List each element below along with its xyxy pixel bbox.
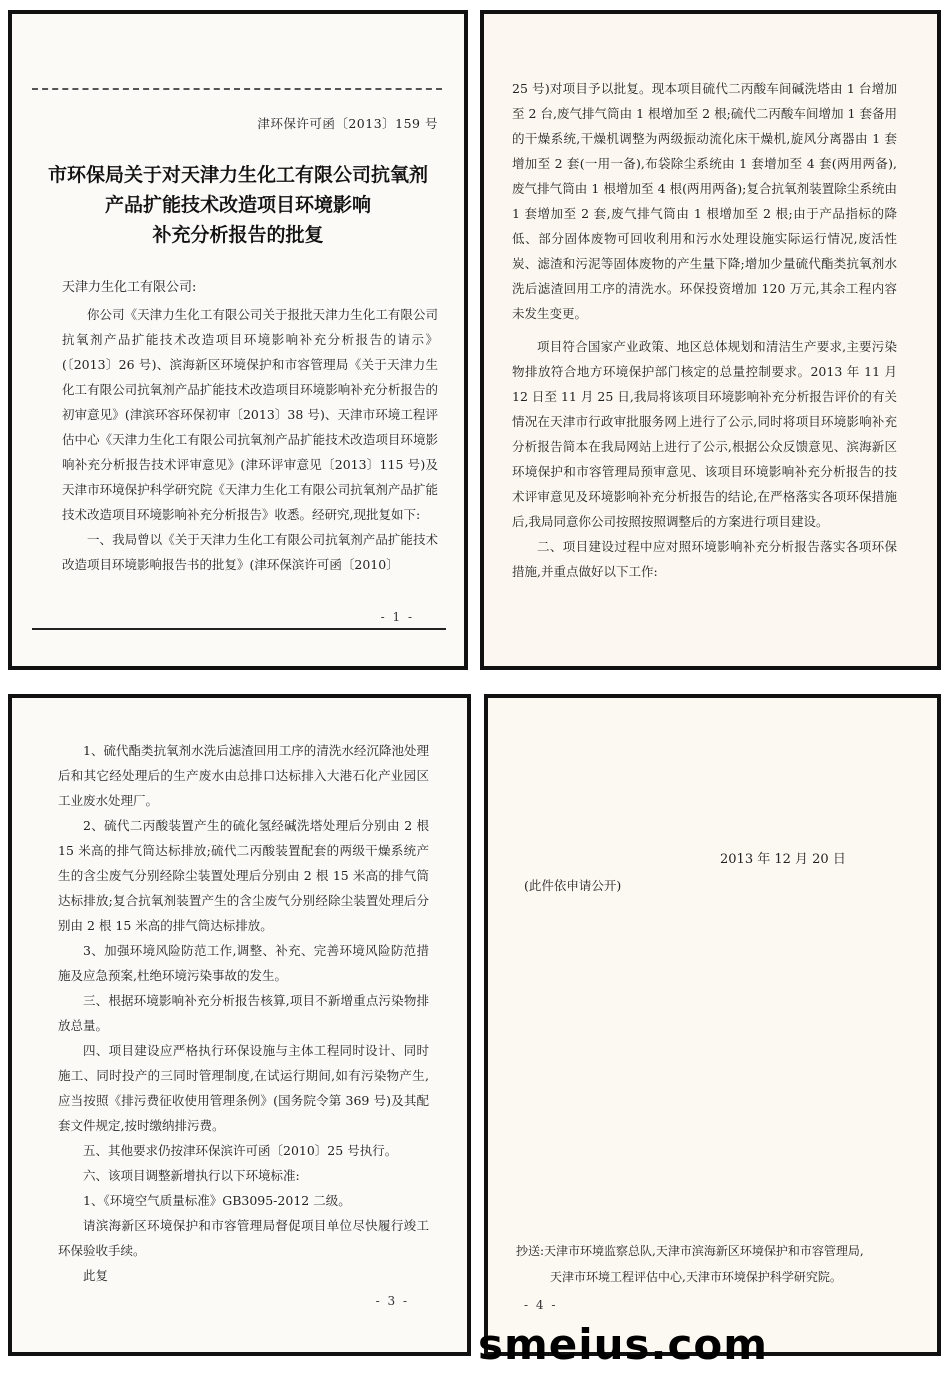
paragraph: 1、硫代酯类抗氧剂水洗后滤渣回用工序的清洗水经沉降池处理后和其它经处理后的生产废水由总排口达标排入大港石化产业园区工业废水处理厂。 bbox=[58, 743, 429, 808]
paragraph: 25 号)对项目予以批复。现本项目硫代二丙酸车间碱洗塔由 1 台增加至 2 台,废气排气筒由 1 根增加至 2 根;硫代二丙酸车间增加 1 套备用的干燥系统,干燥机调整为两级振动流化床干燥机,旋风分离器由 1 套增加至 2 套(一用一备),布袋除尘系统由 1 套增加至 4 套(两用两备),废气排气筒由 1 根增加至 4 根(两用两备);复合抗氧剂装置除尘系统由 1 套增加至 2 套,废气排气筒由 1 根增加至 2 根;由于产品指标的降低、部分固体废物可回收利用和污水处理设施实际运行情况,废活性炭、滤渣和污泥等固体废物的产生量下降;增加少量硫代酯类抗氧剂水洗后滤渣回用工序的清洗水。环保投资增加 120 万元,其余工程内容未发生变更。 bbox=[512, 81, 897, 321]
paragraph: 四、项目建设应严格执行环保设施与主体工程同时设计、同时施工、同时投产的三同时管理制度,在试运行期间,如有污染物产生,应当按照《排污费征收使用管理条例》(国务院令第 369 号)及其配套文件规定,按时缴纳排污费。 bbox=[58, 1043, 429, 1133]
document-page-2 bbox=[480, 10, 941, 670]
document-page-4 bbox=[484, 694, 941, 1356]
paragraph: 1、《环境空气质量标准》GB3095-2012 二级。 bbox=[83, 1193, 351, 1208]
paragraph: 一、我局曾以《关于天津力生化工有限公司抗氧剂产品扩能技术改造项目环境影响报告书的批复》(津环保滨许可函〔2010〕 bbox=[62, 532, 438, 572]
paragraph: 你公司《天津力生化工有限公司关于报批天津力生化工有限公司抗氧剂产品扩能技术改造项目环境影响补充分析报告的请示》(〔2013〕26 号)、滨海新区环境保护和市容管理局《关于天津力生化工有限公司抗氧剂产品扩能技术改造项目环境影响补充分析报告的初审意见》(津滨环容环保初审〔2013〕38 号)、天津市环境工程评估中心《天津力生化工有限公司抗氧剂产品扩能技术改造项目环境影响补充分析报告技术评审意见》(津环评审意见〔2013〕115 号)及天津市环境保护科学研究院《天津力生化工有限公司抗氧剂产品扩能技术改造项目环境影响补充分析报告》收悉。经研究,现批复如下: bbox=[62, 307, 438, 522]
title-line-2: 产品扩能技术改造项目环境影响 bbox=[104, 194, 371, 216]
title-line-3: 补充分析报告的批复 bbox=[152, 224, 324, 246]
addressee: 天津力生化工有限公司: bbox=[62, 280, 197, 295]
document-page-1 bbox=[8, 10, 468, 670]
page-1-body bbox=[62, 302, 438, 577]
public-disclosure-note: (此件依申请公开) bbox=[524, 878, 622, 893]
footer-rule bbox=[32, 628, 446, 630]
document-page-3 bbox=[8, 694, 471, 1356]
page-number: - 4 - bbox=[524, 1298, 558, 1312]
paragraph: 3、加强环境风险防范工作,调整、补充、完善环境风险防范措施及应急预案,杜绝环境污染事故的发生。 bbox=[58, 943, 429, 983]
page-2-body bbox=[512, 76, 897, 584]
issue-date: 2013 年 12 月 20 日 bbox=[720, 852, 846, 867]
document-number: 津环保许可函〔2013〕159 号 bbox=[257, 116, 438, 131]
paragraph: 此复 bbox=[83, 1268, 109, 1283]
paragraph: 2、硫代二丙酸装置产生的硫化氢经碱洗塔处理后分别由 2 根 15 米高的排气筒达标排放;硫代二丙酸装置配套的两级干燥系统产生的含尘废气分别经除尘装置处理后分别由 2 根 15 米高的排气筒达标排放;复合抗氧剂装置产生的含尘废气分别经除尘装置处理后分别由 2 根 15 米高的排气筒达标排放。 bbox=[58, 818, 429, 933]
cc-list bbox=[516, 1238, 907, 1290]
paragraph: 项目符合国家产业政策、地区总体规划和清洁生产要求,主要污染物排放符合地方环境保护部门核定的总量控制要求。2013 年 11 月 12 日至 11 月 25 日,我局将该项目环境影响补充分析报告评价的有关情况在天津市行政审批服务网上进行了公示,同时将项目环境影响补充分析报告简本在我局网站上进行了公示,根据公众反馈意见、滨海新区环境保护和市容管理局预审意见、该项目环境影响补充分析报告的技术评审意见及环境影响补充分析报告的结论,在严格落实各项环保措施后,我局同意你公司按照按照调整后的方案进行项目建设。 bbox=[512, 339, 897, 529]
paragraph: 六、该项目调整新增执行以下环境标准: bbox=[83, 1168, 300, 1183]
paragraph: 请滨海新区环境保护和市容管理局督促项目单位尽快履行竣工环保验收手续。 bbox=[58, 1218, 429, 1258]
paragraph: 三、根据环境影响补充分析报告核算,项目不新增重点污染物排放总量。 bbox=[58, 993, 429, 1033]
page-3-body bbox=[58, 738, 429, 1288]
page-number: - 3 - bbox=[375, 1294, 409, 1308]
title-line-1: 市环保局关于对天津力生化工有限公司抗氧剂 bbox=[47, 164, 428, 186]
page-number: - 1 - bbox=[380, 610, 414, 624]
paragraph: 五、其他要求仍按津环保滨许可函〔2010〕25 号执行。 bbox=[83, 1143, 398, 1158]
paragraph: 二、项目建设过程中应对照环境影响补充分析报告落实各项环保措施,并重点做好以下工作: bbox=[512, 539, 897, 579]
document-title bbox=[36, 160, 440, 250]
site-watermark: smeius.com bbox=[478, 1320, 769, 1369]
cc-line: 抄送:天津市环境监察总队,天津市滨海新区环境保护和市容管理局, bbox=[516, 1244, 864, 1258]
header-dashed-rule bbox=[32, 88, 442, 90]
cc-line: 天津市环境工程评估中心,天津市环境保护科学研究院。 bbox=[550, 1270, 842, 1284]
